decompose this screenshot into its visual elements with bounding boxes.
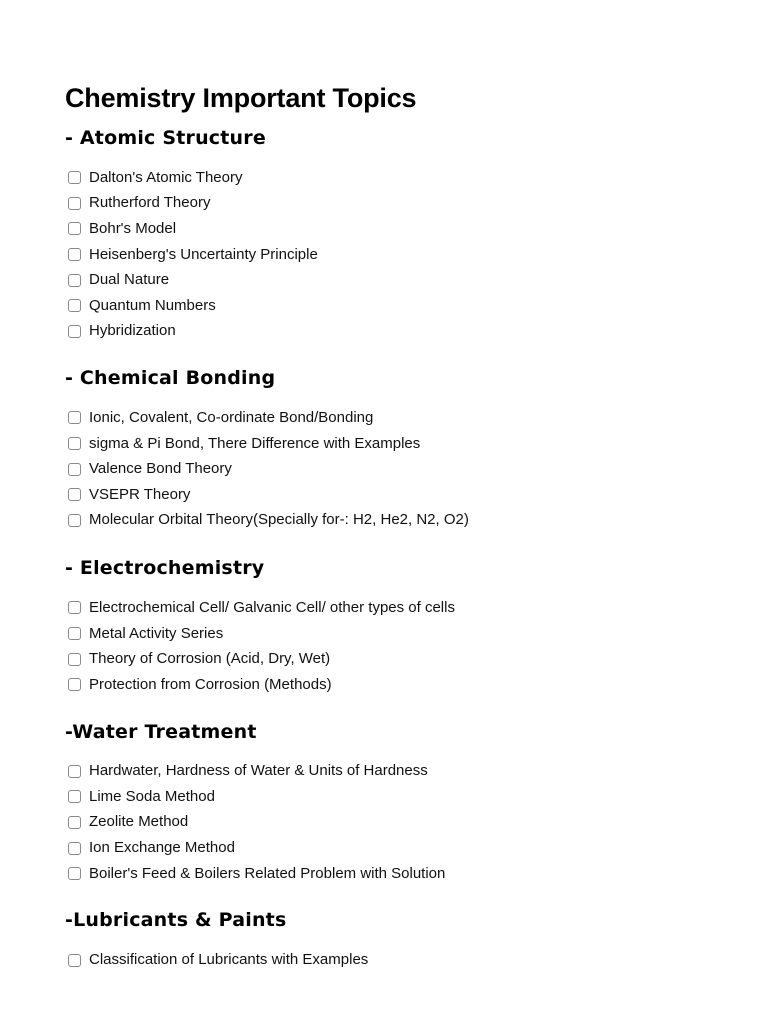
checklist-item (65, 595, 745, 621)
topic-section (65, 364, 745, 533)
checklist-item-label: Heisenberg's Uncertainty Principle (89, 245, 318, 263)
checkbox[interactable] (68, 514, 81, 527)
document-page (65, 80, 745, 973)
checklist-item-label: Metal Activity Series (89, 624, 224, 642)
checklist-item (65, 216, 745, 242)
checkbox[interactable] (68, 299, 81, 312)
checklist-item-label: Lime Soda Method (89, 787, 215, 805)
checkbox[interactable] (68, 437, 81, 450)
checklist-item (65, 482, 745, 508)
checklist-item-label: Hybridization (89, 322, 176, 340)
checklist-item (65, 405, 745, 431)
checklist-item (65, 191, 745, 217)
checklist-item-label: sigma & Pi Bond, There Difference with Examples (89, 434, 421, 452)
checkbox[interactable] (68, 463, 81, 476)
topic-checklist (65, 595, 745, 697)
topic-section (65, 718, 745, 887)
checklist-item (65, 810, 745, 836)
checkbox[interactable] (68, 601, 81, 614)
checklist-item (65, 319, 745, 345)
checkbox[interactable] (68, 411, 81, 424)
sections-container (65, 124, 745, 973)
topic-section (65, 554, 745, 697)
checklist-item-label: Ion Exchange Method (89, 839, 235, 857)
checkbox[interactable] (68, 274, 81, 287)
checklist-item-label: Dalton's Atomic Theory (89, 168, 243, 186)
checklist-item (65, 267, 745, 293)
checklist-item-label: Boiler's Feed & Boilers Related Problem with Solution (89, 864, 446, 882)
topic-section (65, 906, 745, 973)
checklist-item (65, 165, 745, 191)
topic-checklist (65, 165, 745, 344)
checklist-item-label: Rutherford Theory (89, 194, 211, 212)
checklist-item-label: Electrochemical Cell/ Galvanic Cell/ other types of cells (89, 598, 455, 616)
checkbox[interactable] (68, 248, 81, 261)
checklist-item-label: Bohr's Model (89, 219, 177, 237)
topic-checklist (65, 947, 745, 973)
section-heading: - Chemical Bonding (65, 367, 276, 390)
checklist-item-label: Valence Bond Theory (89, 460, 232, 478)
checklist-item (65, 672, 745, 698)
checklist-item-label: Quantum Numbers (89, 296, 216, 314)
checklist-item-label: Theory of Corrosion (Acid, Dry, Wet) (89, 650, 331, 668)
checklist-item (65, 431, 745, 457)
checkbox[interactable] (68, 678, 81, 691)
checklist-item (65, 456, 745, 482)
checkbox[interactable] (68, 954, 81, 967)
checkbox[interactable] (68, 765, 81, 778)
checkbox[interactable] (68, 222, 81, 235)
checklist-item (65, 621, 745, 647)
section-heading: -Water Treatment (65, 720, 257, 743)
checklist-item (65, 784, 745, 810)
checklist-item-label: Ionic, Covalent, Co-ordinate Bond/Bonding (89, 408, 374, 426)
checklist-item (65, 242, 745, 268)
section-heading: - Atomic Structure (65, 127, 266, 149)
topic-checklist (65, 405, 745, 533)
page-title: Chemistry Important Topics (65, 83, 417, 113)
checklist-item (65, 835, 745, 861)
checklist-item-label: Protection from Corrosion (Methods) (89, 675, 332, 693)
checklist-item-label: VSEPR Theory (89, 485, 191, 503)
checklist-item-label: Molecular Orbital Theory(Specially for-: H2, He2, N2, O2) (89, 511, 469, 529)
checkbox[interactable] (68, 488, 81, 501)
checklist-item-label: Hardwater, Hardness of Water & Units of Hardness (89, 762, 428, 780)
topic-checklist (65, 759, 745, 887)
checklist-item (65, 508, 745, 534)
topic-section (65, 124, 745, 344)
checkbox[interactable] (68, 171, 81, 184)
checkbox[interactable] (68, 325, 81, 338)
checklist-item-label: Dual Nature (89, 271, 170, 289)
checkbox[interactable] (68, 627, 81, 640)
section-heading: - Electrochemistry (65, 557, 265, 580)
checkbox[interactable] (68, 790, 81, 803)
checklist-item-label: Classification of Lubricants with Examples (89, 951, 369, 969)
checkbox[interactable] (68, 867, 81, 880)
checkbox[interactable] (68, 197, 81, 210)
checklist-item (65, 293, 745, 319)
checklist-item (65, 759, 745, 785)
checklist-item (65, 861, 745, 887)
checkbox[interactable] (68, 842, 81, 855)
checklist-item (65, 947, 745, 973)
checklist-item (65, 646, 745, 672)
checklist-item-label: Zeolite Method (89, 813, 189, 831)
section-heading: -Lubricants & Paints (65, 909, 287, 932)
checkbox[interactable] (68, 816, 81, 829)
checkbox[interactable] (68, 653, 81, 666)
